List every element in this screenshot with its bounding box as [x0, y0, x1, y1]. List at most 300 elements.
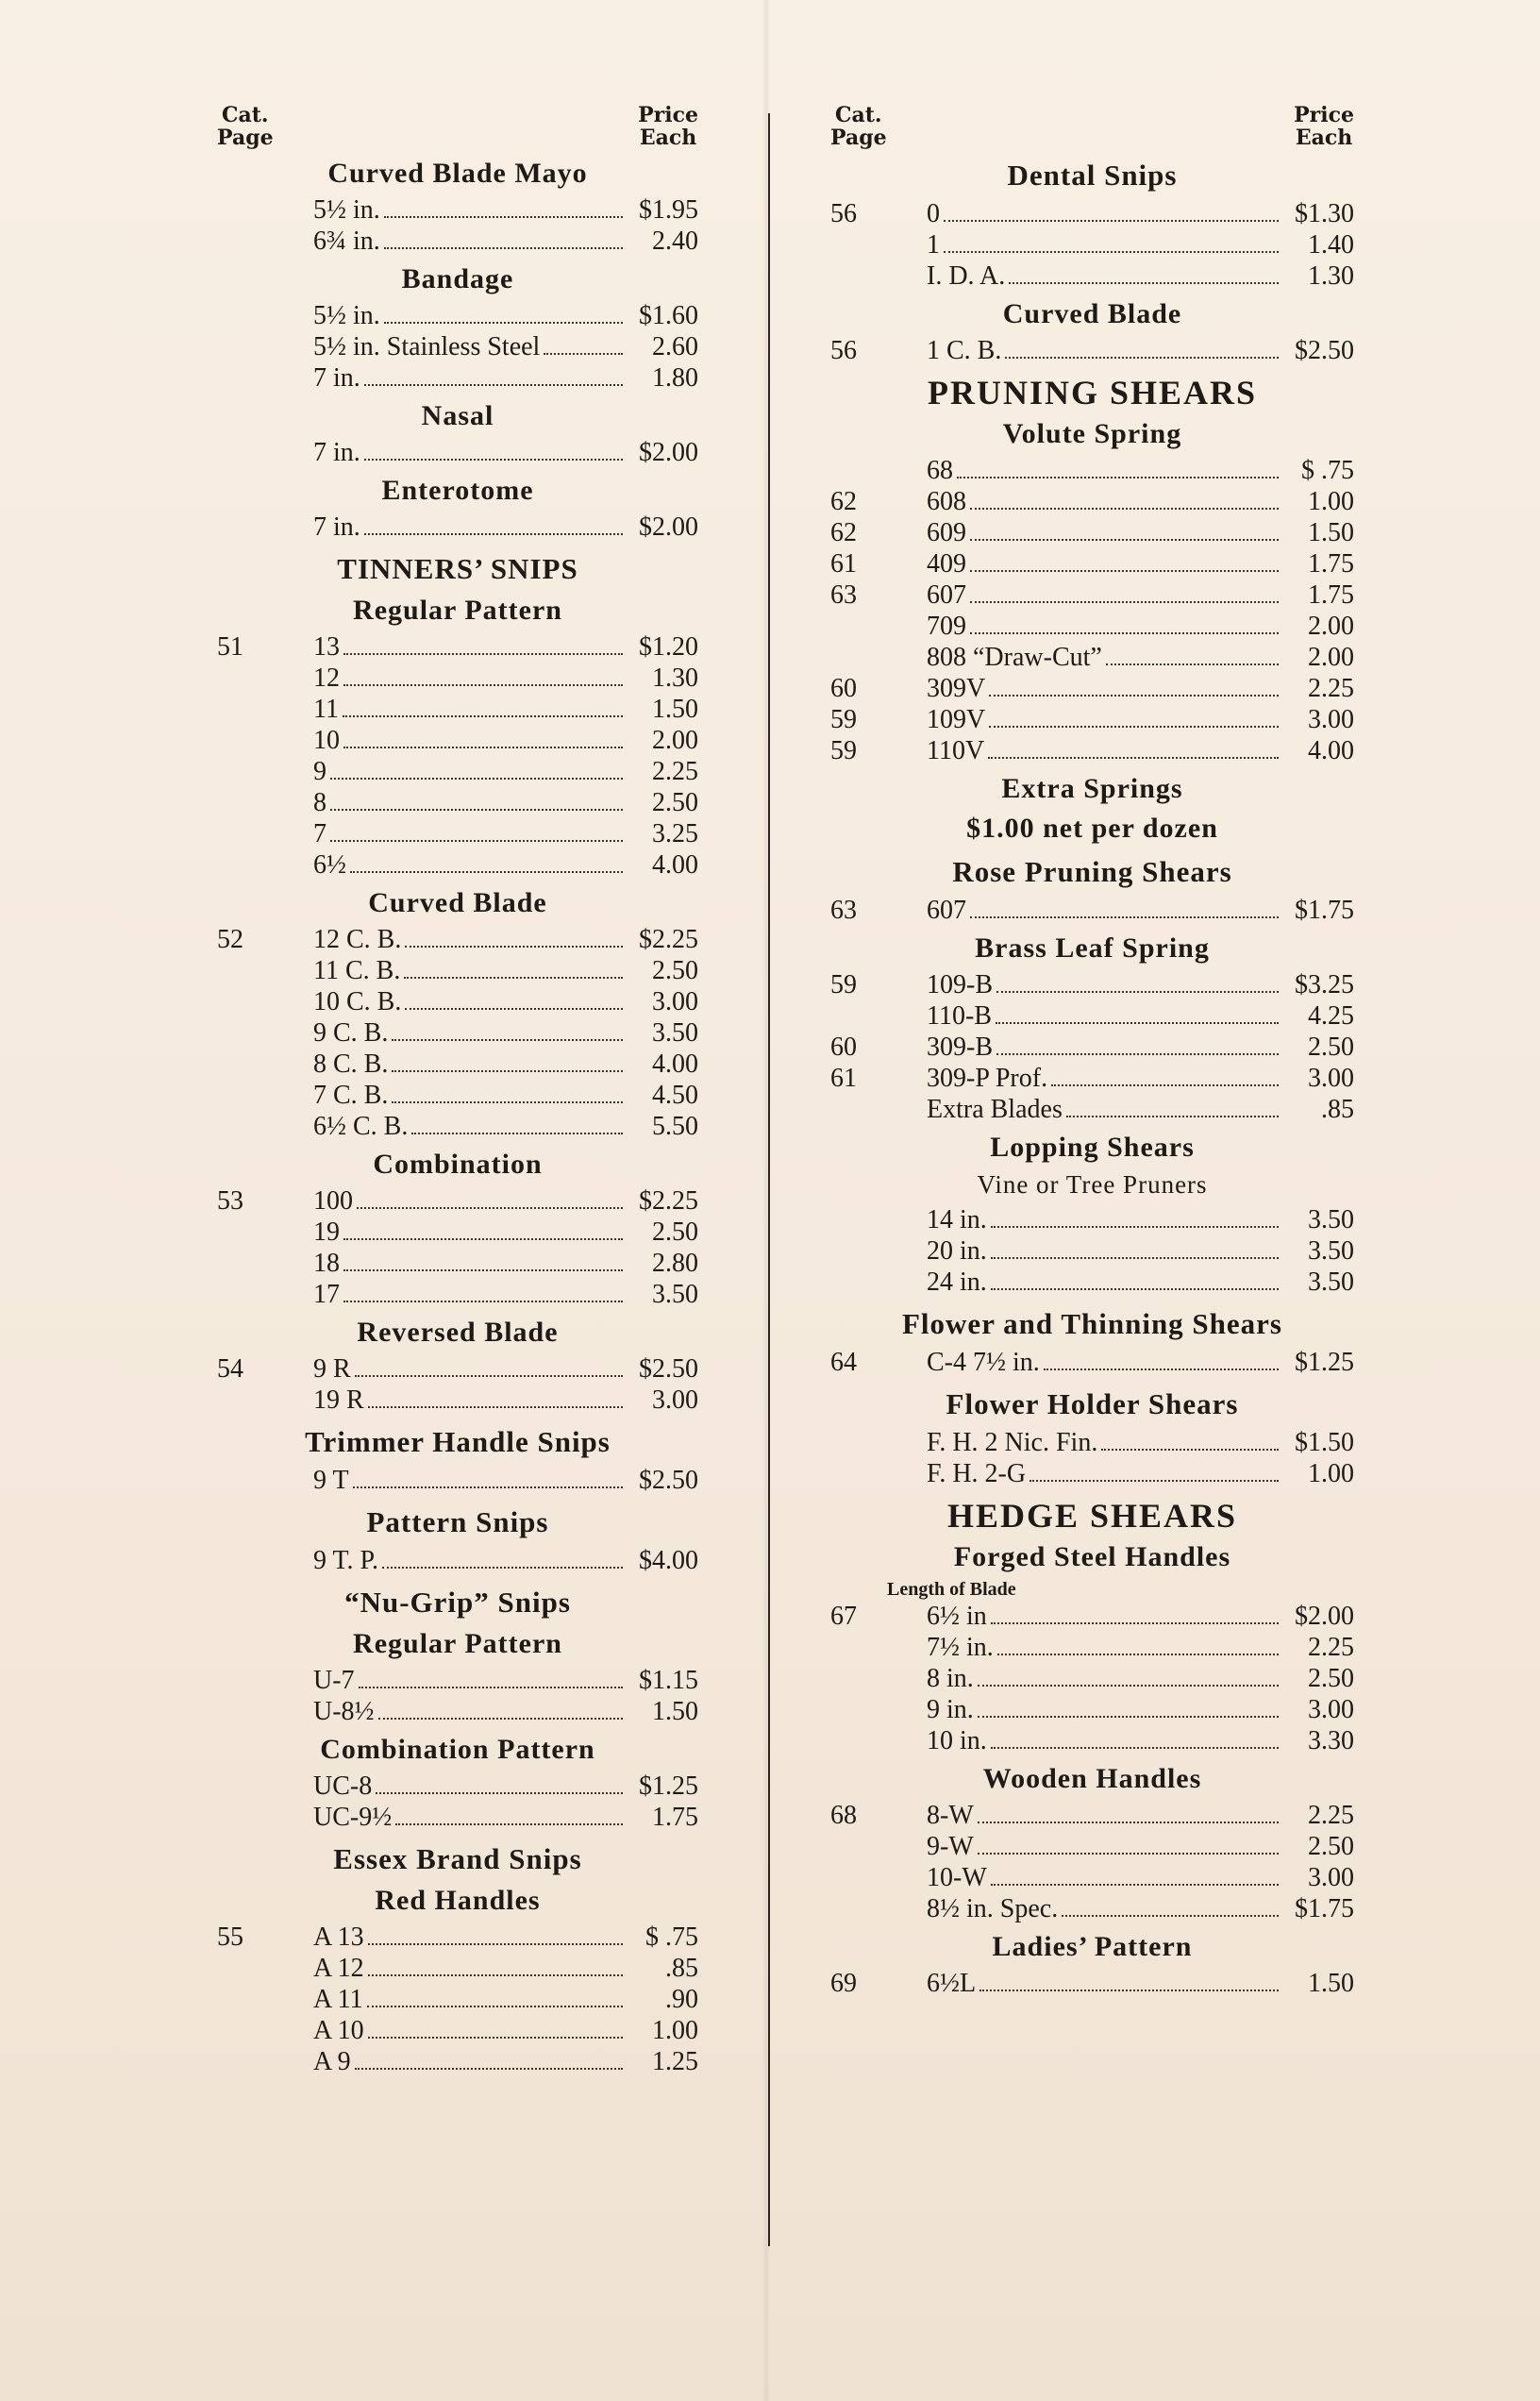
item-price: 1.50	[652, 695, 698, 724]
dot-leader	[1066, 1116, 1279, 1117]
dot-leader	[1005, 357, 1279, 359]
item-label: 17	[313, 1280, 340, 1309]
item-price: 2.40	[652, 227, 698, 256]
cat-label: Cat.	[222, 103, 269, 127]
dot-leader	[378, 1718, 623, 1720]
price-row	[217, 1696, 698, 1727]
dot-leader	[353, 1486, 623, 1488]
price-row	[217, 1248, 698, 1279]
catalog-page-number: 68	[830, 1801, 857, 1830]
item-price: $2.00	[639, 512, 698, 542]
item-price: .85	[1321, 1095, 1354, 1124]
dot-leader	[343, 1269, 623, 1271]
dot-leader	[970, 632, 1279, 634]
item-label: 24 in.	[927, 1268, 987, 1297]
dot-leader	[989, 726, 1279, 728]
item-price: 3.50	[1308, 1205, 1354, 1234]
price-row	[830, 735, 1354, 766]
dot-leader	[368, 1943, 623, 1945]
price-row	[217, 986, 698, 1017]
item-label: I. D. A.	[927, 261, 1006, 291]
catalog-page-number: 61	[830, 1064, 857, 1093]
section-heading: Flower Holder Shears	[946, 1387, 1239, 1420]
right-price-list	[830, 157, 1354, 1999]
item-label: 9 T	[313, 1466, 349, 1495]
price-row	[830, 1458, 1354, 1489]
price-row	[217, 756, 698, 787]
item-label: 10-W	[927, 1863, 987, 1892]
dot-leader	[988, 757, 1279, 759]
dot-leader	[991, 1257, 1279, 1259]
price-row	[217, 1385, 698, 1416]
item-label: UC-9½	[313, 1803, 393, 1832]
item-label: 7 C. B.	[313, 1081, 389, 1110]
item-price: $1.30	[1295, 199, 1354, 228]
dot-leader	[996, 991, 1279, 993]
price-row	[830, 895, 1354, 926]
item-price: $1.50	[1295, 1428, 1354, 1457]
item-price: $2.50	[639, 1466, 698, 1495]
section-heading: Trimmer Handle Snips	[305, 1425, 611, 1458]
price-row	[217, 437, 698, 468]
item-price: $1.15	[639, 1666, 698, 1695]
subsection-heading: Nasal	[421, 400, 494, 431]
item-price: 2.25	[652, 757, 698, 786]
dot-leader	[970, 570, 1279, 572]
price-row	[830, 1601, 1354, 1632]
item-price: 3.50	[1308, 1236, 1354, 1266]
price-row	[830, 704, 1354, 735]
item-price: $ .75	[645, 1922, 698, 1952]
item-label: A 9	[313, 2047, 351, 2076]
price-row	[830, 1831, 1354, 1862]
item-price: 1.30	[1308, 261, 1354, 291]
price-row	[830, 1204, 1354, 1235]
dot-leader	[368, 2037, 623, 2039]
subsection-heading: Enterotome	[381, 475, 534, 506]
item-price: $1.75	[1295, 896, 1354, 925]
price-row	[217, 1771, 698, 1802]
dot-leader	[359, 1687, 623, 1688]
price-row	[217, 1017, 698, 1049]
price-row	[217, 694, 698, 725]
price-row	[217, 1922, 698, 1953]
dot-leader	[343, 653, 623, 655]
item-label: 13	[313, 632, 340, 662]
item-price: $ .75	[1301, 456, 1354, 485]
item-price: 4.50	[652, 1081, 698, 1110]
item-label: 9 C. B.	[313, 1018, 389, 1048]
item-label: C-4 7½ in.	[927, 1348, 1040, 1377]
item-price: 1.80	[652, 363, 698, 393]
item-price: 2.80	[652, 1249, 698, 1278]
item-label: 8 in.	[927, 1664, 974, 1693]
price-row	[217, 1353, 698, 1385]
catalog-page-number: 63	[830, 896, 857, 925]
item-price: $1.60	[639, 301, 698, 330]
price-row	[830, 335, 1354, 366]
price-row	[830, 486, 1354, 517]
item-label: 607	[927, 896, 966, 925]
dot-leader	[355, 1375, 623, 1377]
item-price: 5.50	[652, 1112, 698, 1141]
price-row	[217, 924, 698, 955]
dot-leader	[343, 1301, 623, 1302]
dot-leader	[1029, 1480, 1279, 1482]
dot-leader	[970, 916, 1279, 918]
item-label: F. H. 2-G	[927, 1459, 1027, 1488]
dot-leader	[944, 251, 1279, 253]
item-label: 109-B	[927, 970, 993, 999]
item-label: 808 “Draw-Cut”	[927, 643, 1102, 672]
item-label: 9 T. P.	[313, 1546, 378, 1575]
dot-leader	[355, 2068, 623, 2070]
dot-leader	[357, 1207, 623, 1209]
price-row	[217, 1111, 698, 1142]
item-price: 2.25	[1308, 1633, 1354, 1662]
item-price: $4.00	[639, 1546, 698, 1575]
dot-leader	[384, 247, 623, 249]
dot-leader	[384, 322, 623, 324]
item-label: 9-W	[927, 1832, 974, 1861]
item-label: 7 in.	[313, 363, 360, 393]
dot-leader	[978, 1822, 1279, 1823]
item-label: 10 in.	[927, 1726, 987, 1755]
subsection-heading: Bandage	[401, 263, 514, 294]
dot-leader	[384, 216, 623, 218]
item-price: 3.25	[652, 819, 698, 848]
cat-page-label	[830, 104, 887, 149]
item-price: 1.75	[1308, 549, 1354, 579]
dot-leader	[1106, 663, 1279, 665]
price-row	[830, 673, 1354, 704]
price-row	[217, 226, 698, 257]
subsection-heading: Curved Blade	[1002, 298, 1182, 329]
item-label: 11 C. B.	[313, 956, 401, 985]
item-price: 2.50	[652, 956, 698, 985]
item-label: 19 R	[313, 1385, 364, 1415]
dot-leader	[970, 601, 1279, 603]
item-label: 11	[313, 695, 339, 724]
item-price: $2.25	[639, 1186, 698, 1216]
dot-leader	[991, 1288, 1279, 1290]
dot-leader	[343, 684, 623, 686]
item-label: 68	[927, 456, 953, 485]
dot-leader	[392, 1101, 623, 1103]
dot-leader	[989, 695, 1279, 697]
price-row	[830, 1725, 1354, 1756]
item-price: 2.50	[1308, 1033, 1354, 1062]
dot-leader	[367, 2006, 623, 2007]
dot-leader	[1044, 1368, 1279, 1370]
price-row	[217, 955, 698, 986]
item-label: 9 in.	[927, 1695, 974, 1724]
dot-leader	[330, 778, 623, 780]
subsection-heading: Reversed Blade	[357, 1317, 559, 1348]
item-price: 1.00	[1308, 487, 1354, 516]
item-label: 14 in.	[927, 1205, 987, 1234]
price-row	[830, 579, 1354, 611]
price-row	[830, 1427, 1354, 1458]
item-label: UC-8	[313, 1771, 373, 1801]
item-price: 3.00	[652, 987, 698, 1016]
catalog-page-number: 67	[830, 1602, 857, 1631]
catalog-page-number: 51	[217, 632, 243, 662]
item-price: .85	[665, 1954, 698, 1983]
catalog-page-number: 59	[830, 970, 857, 999]
dot-leader	[364, 459, 623, 461]
item-label: 9	[313, 757, 326, 786]
subsection-heading: Brass Leaf Spring	[975, 932, 1210, 964]
price-row	[830, 1000, 1354, 1032]
dot-leader	[997, 1654, 1279, 1655]
dot-leader	[996, 1053, 1279, 1055]
dot-leader	[979, 1990, 1279, 1991]
item-price: 2.00	[1308, 643, 1354, 672]
subsection-heading: Volute Spring	[1002, 418, 1182, 449]
catalog-page-number: 62	[830, 487, 857, 516]
price-row	[217, 631, 698, 663]
item-price: $1.95	[639, 195, 698, 225]
item-label: 8 C. B.	[313, 1049, 389, 1079]
left-column-header	[217, 104, 698, 149]
item-price: 2.25	[1308, 1801, 1354, 1830]
price-row	[217, 1279, 698, 1310]
dot-leader	[364, 384, 623, 386]
subsection-heading: Combination Pattern	[320, 1734, 595, 1765]
item-price: $3.25	[1295, 970, 1354, 999]
item-price: 2.50	[652, 1217, 698, 1247]
price-row	[217, 849, 698, 881]
price-row	[217, 1802, 698, 1833]
item-label: 607	[927, 580, 966, 610]
price-label: Price	[1294, 103, 1354, 127]
item-label: 100	[313, 1186, 353, 1216]
left-price-list	[217, 157, 698, 2077]
catalog-page-number: 64	[830, 1348, 857, 1377]
item-price: 3.50	[652, 1018, 698, 1048]
dot-leader	[376, 1792, 623, 1794]
price-row	[217, 300, 698, 331]
item-price: $1.75	[1295, 1894, 1354, 1923]
item-label: Extra Blades	[927, 1095, 1063, 1124]
item-price: 1.50	[1308, 1969, 1354, 1998]
subsection-heading: Curved Blade	[368, 887, 547, 918]
subsection-heading: Curved Blade Mayo	[327, 158, 588, 189]
item-price: 3.50	[652, 1280, 698, 1309]
dot-leader	[368, 1974, 623, 1976]
catalog-page-number: 54	[217, 1354, 243, 1384]
dot-leader	[978, 1853, 1279, 1855]
price-row	[830, 1063, 1354, 1094]
price-row	[217, 787, 698, 818]
section-heading: Rose Pruning Shears	[952, 855, 1232, 888]
dot-leader	[978, 1685, 1279, 1687]
catalog-page-number: 60	[830, 674, 857, 703]
subsection-heading: $1.00 net per dozen	[966, 813, 1218, 844]
item-label: 12	[313, 663, 340, 693]
item-label: 6½ in	[927, 1602, 987, 1631]
item-label: 309-B	[927, 1033, 993, 1062]
item-price: $2.50	[1295, 336, 1354, 365]
catalog-page-number: 69	[830, 1969, 857, 1998]
item-label: A 10	[313, 2016, 364, 2045]
item-price: 1.75	[1308, 580, 1354, 610]
price-row	[830, 1862, 1354, 1893]
item-price: 1.25	[652, 2047, 698, 2076]
item-label: A 13	[313, 1922, 364, 1952]
section-heading: PRUNING SHEARS	[927, 374, 1258, 411]
subsection-heading: Lopping Shears	[990, 1132, 1195, 1163]
item-price: 2.50	[652, 788, 698, 817]
section-heading: TINNERS’ SNIPS	[337, 552, 578, 585]
right-column	[830, 104, 1354, 1999]
dot-leader	[405, 946, 623, 948]
page-label: Page	[830, 126, 887, 150]
item-price: 3.00	[1308, 1695, 1354, 1724]
item-label: A 12	[313, 1954, 364, 1983]
price-row	[830, 1800, 1354, 1831]
catalog-page-number: 60	[830, 1033, 857, 1062]
price-row	[830, 517, 1354, 548]
cat-page-label	[217, 104, 274, 149]
item-label: 7½ in.	[927, 1633, 994, 1662]
price-row	[217, 1080, 698, 1111]
each-label: Each	[639, 126, 697, 150]
dot-leader	[991, 1884, 1279, 1886]
catalog-page-number: 61	[830, 549, 857, 579]
dot-leader	[991, 1747, 1279, 1749]
price-row	[217, 2046, 698, 2077]
catalog-page-number: 53	[217, 1186, 243, 1216]
item-label: 409	[927, 549, 966, 579]
item-label: 19	[313, 1217, 340, 1247]
dot-leader	[330, 840, 623, 842]
dot-leader	[1009, 282, 1279, 284]
page-label: Page	[217, 126, 274, 150]
subsection-heading: Forged Steel Handles	[953, 1541, 1231, 1572]
item-price: $1.20	[639, 632, 698, 662]
price-row	[830, 1032, 1354, 1063]
item-price: 3.00	[1308, 705, 1354, 734]
dot-leader	[382, 1567, 623, 1569]
catalog-page-number: 59	[830, 705, 857, 734]
price-row	[830, 260, 1354, 292]
price-row	[217, 512, 698, 543]
right-column-header	[830, 104, 1354, 149]
price-row	[217, 1545, 698, 1576]
item-price: 1.50	[1308, 518, 1354, 547]
price-row	[830, 229, 1354, 260]
item-price: .90	[665, 1985, 698, 2014]
price-row	[217, 362, 698, 394]
item-price: 1.40	[1308, 230, 1354, 260]
catalog-page-number: 55	[217, 1922, 243, 1952]
item-label: 7 in.	[313, 438, 360, 467]
item-label: 309-P Prof.	[927, 1064, 1048, 1093]
dot-leader	[991, 1622, 1279, 1624]
dot-leader	[330, 809, 623, 811]
dot-leader	[991, 1226, 1279, 1228]
item-label: 7	[313, 819, 326, 848]
price-row	[217, 818, 698, 849]
catalog-page-number: 52	[217, 925, 243, 954]
item-label: 20 in.	[927, 1236, 987, 1266]
item-price: $2.25	[639, 925, 698, 954]
price-row	[830, 198, 1354, 229]
item-label: 18	[313, 1249, 340, 1278]
dot-leader	[395, 1823, 623, 1825]
item-label: 7 in.	[313, 512, 360, 542]
price-row	[830, 642, 1354, 673]
price-row	[217, 725, 698, 756]
dot-leader	[350, 871, 623, 873]
price-row	[217, 194, 698, 226]
catalog-page-number: 56	[830, 199, 857, 228]
item-price: 2.25	[1308, 674, 1354, 703]
dot-leader	[392, 1070, 623, 1072]
item-price: 1.75	[652, 1803, 698, 1832]
catalog-page-number: 59	[830, 736, 857, 765]
item-price: 1.00	[652, 2016, 698, 2045]
item-label: 5½ in.	[313, 195, 380, 225]
dot-leader	[343, 1238, 623, 1240]
price-row	[830, 1694, 1354, 1725]
price-row	[217, 1465, 698, 1496]
section-heading: “Nu-Grip” Snips	[344, 1586, 571, 1619]
section-heading: Essex Brand Snips	[333, 1842, 582, 1875]
subsection-heading: Red Handles	[375, 1885, 541, 1916]
item-price: 3.00	[1308, 1064, 1354, 1093]
item-label: 8-W	[927, 1801, 974, 1830]
price-label: Price	[638, 103, 698, 127]
price-row	[830, 548, 1354, 579]
item-price: $2.00	[639, 438, 698, 467]
dot-leader	[368, 1406, 623, 1408]
price-row	[217, 663, 698, 694]
item-label: 8½ in. Spec.	[927, 1894, 1059, 1923]
item-label: 1 C. B.	[927, 336, 1002, 365]
item-label: 5½ in.	[313, 301, 380, 330]
dot-leader	[970, 508, 1279, 510]
dot-leader	[405, 1008, 623, 1010]
item-price: 4.00	[652, 850, 698, 880]
item-label: 110V	[927, 736, 985, 765]
dot-leader	[970, 539, 1279, 541]
price-row	[217, 1984, 698, 2015]
price-row	[830, 455, 1354, 486]
dot-leader	[364, 533, 623, 535]
item-price: 3.00	[652, 1385, 698, 1415]
left-column	[217, 104, 698, 2077]
price-row	[217, 2015, 698, 2046]
item-label: 0	[927, 199, 940, 228]
item-price: 2.50	[1308, 1664, 1354, 1693]
item-label: 6½	[313, 850, 346, 880]
dot-leader	[343, 715, 623, 717]
item-price: 3.50	[1308, 1268, 1354, 1297]
catalog-page-number: 62	[830, 518, 857, 547]
item-label: F. H. 2 Nic. Fin.	[927, 1428, 1098, 1457]
item-label: 9 R	[313, 1354, 351, 1384]
item-label: 110-B	[927, 1001, 992, 1031]
subsection-heading: Ladies’ Pattern	[992, 1931, 1193, 1962]
price-row	[217, 1185, 698, 1217]
item-label: 12 C. B.	[313, 925, 402, 954]
price-row	[830, 611, 1354, 642]
dot-leader	[343, 747, 623, 748]
subsection-heading: Regular Pattern	[353, 1628, 562, 1659]
